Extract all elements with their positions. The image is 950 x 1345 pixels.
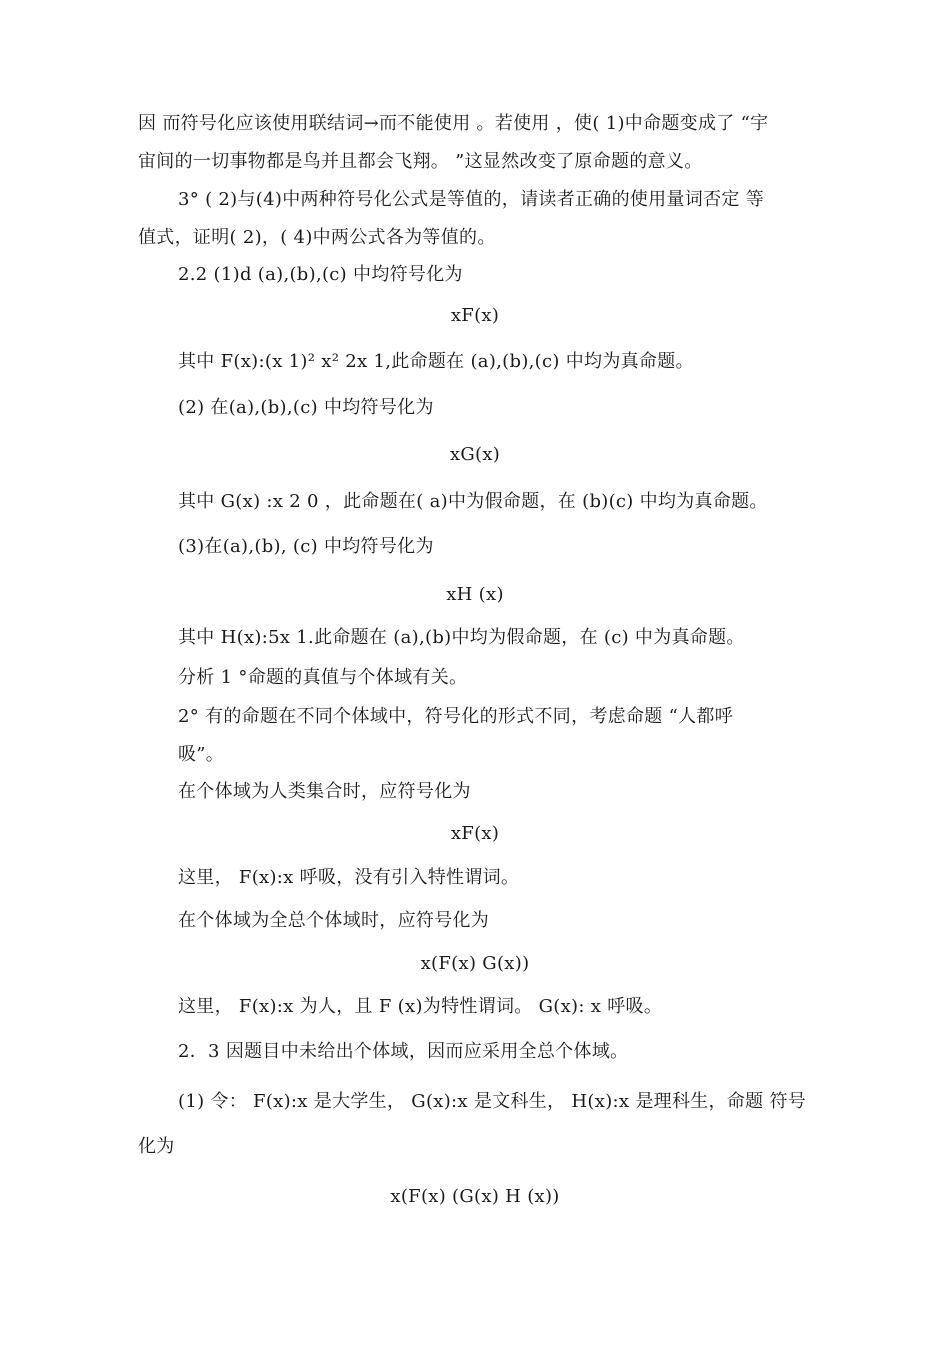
paragraph-line: (1) 令： F(x):x 是大学生， G(x):x 是文科生， H(x):x 是理科生，命题 符号 bbox=[178, 1091, 807, 1112]
section-heading: 2．3 因题目中未给出个体域，因而应采用全总个体域。 bbox=[178, 1041, 629, 1062]
paragraph-line: 分析 1 °命题的真值与个体域有关。 bbox=[178, 667, 468, 688]
paragraph-line: 其中 H(x):5x 1.此命题在 (a),(b)中均为假命题，在 (c) 中为真命题。 bbox=[178, 627, 745, 648]
formula: x(F(x) G(x)) bbox=[420, 953, 530, 974]
paragraph-line: 宙间的一切事物都是鸟并且都会飞翔。 ”这显然改变了原命题的意义。 bbox=[138, 151, 703, 172]
paragraph-line: 在个体域为人类集合时，应符号化为 bbox=[178, 781, 471, 802]
paragraph-line: 2° 有的命题在不同个体域中，符号化的形式不同，考虑命题 “人都呼 bbox=[178, 706, 733, 727]
paragraph-line: 吸”。 bbox=[178, 744, 225, 765]
paragraph-line: 因 而符号化应该使用联结词→而不能使用 。若使用 ，使( 1)中命题变成了 “宇 bbox=[138, 113, 769, 134]
paragraph-line: 3° ( 2)与(4)中两种符号化公式是等值的，请读者正确的使用量词否定 等 bbox=[178, 189, 765, 210]
paragraph-line: 值式，证明( 2)，( 4)中两公式各为等值的。 bbox=[138, 227, 496, 248]
paragraph-line: 化为 bbox=[138, 1136, 175, 1157]
formula: x(F(x) (G(x) H (x)) bbox=[390, 1186, 560, 1207]
formula: xF(x) bbox=[450, 305, 500, 326]
formula: xG(x) bbox=[449, 444, 501, 465]
paragraph-line: (3)在(a),(b), (c) 中均符号化为 bbox=[178, 536, 434, 557]
paragraph-line: 这里， F(x):x 为人，且 F (x)为特性谓词。 G(x): x 呼吸。 bbox=[178, 996, 663, 1017]
formula: xH (x) bbox=[446, 584, 504, 605]
paragraph-line: 其中 F(x):(x 1)² x² 2x 1,此命题在 (a),(b),(c) 中均为真命题。 bbox=[178, 351, 694, 372]
paragraph-line: 其中 G(x) :x 2 0 ，此命题在( a)中为假命题，在 (b)(c) 中均为真命题。 bbox=[178, 491, 768, 512]
paragraph-line: 这里， F(x):x 呼吸，没有引入特性谓词。 bbox=[178, 867, 520, 888]
formula: xF(x) bbox=[450, 823, 500, 844]
paragraph-line: (2) 在(a),(b),(c) 中均符号化为 bbox=[178, 397, 434, 418]
section-heading: 2.2 (1)d (a),(b),(c) 中均符号化为 bbox=[178, 264, 463, 285]
paragraph-line: 在个体域为全总个体域时，应符号化为 bbox=[178, 910, 490, 931]
